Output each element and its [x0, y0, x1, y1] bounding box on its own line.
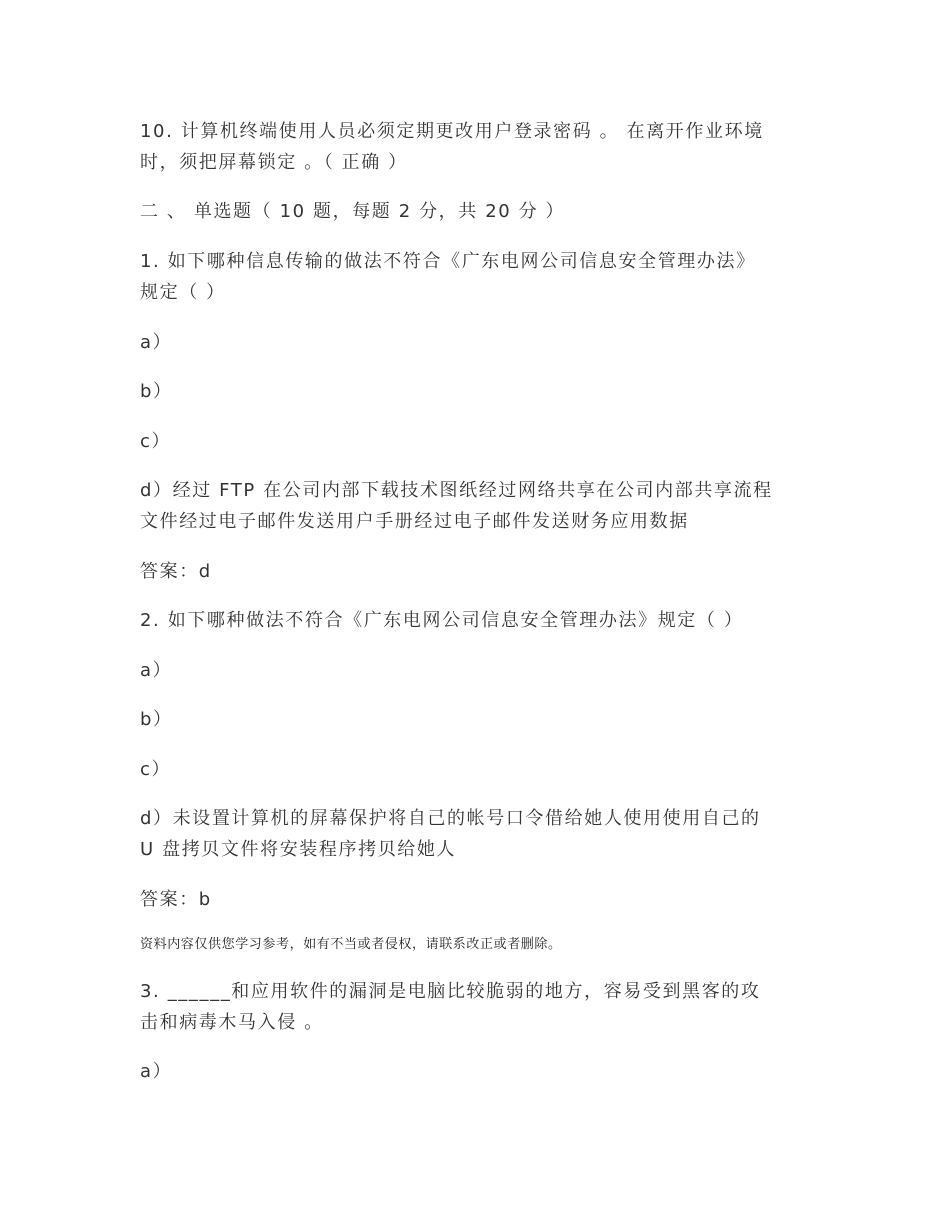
q3-option-a: a） — [140, 1061, 173, 1082]
q1-text-line-2: 规定（ ） — [140, 282, 226, 303]
q1-option-b: b） — [140, 381, 173, 402]
q2-answer: 答案：b — [140, 889, 212, 910]
q2-option-c: c） — [140, 759, 172, 780]
q10-text-line-1: 10. 计算机终端使用人员必须定期更改用户登录密码 。 在离开作业环境 — [140, 121, 764, 142]
section-heading: 二 、 单选题（ 10 题，每题 2 分，共 20 分 ） — [140, 201, 566, 222]
q10-text-line-2: 时，须把屏幕锁定 。（ 正确 ） — [140, 152, 408, 173]
q3-text-line-2: 击和病毒木马入侵 。 — [140, 1012, 324, 1033]
q2-option-b: b） — [140, 709, 173, 730]
q2-option-d-line-2: U 盘拷贝文件将安装程序拷贝给她人 — [140, 839, 457, 860]
q2-option-a: a） — [140, 660, 173, 681]
q1-option-a: a） — [140, 332, 173, 353]
q1-option-d-line-2: 文件经过电子邮件发送用户手册经过电子邮件发送财务应用数据 — [140, 511, 689, 532]
disclaimer-note: 资料内容仅供您学习参考，如有不当或者侵权，请联系改正或者删除。 — [140, 937, 562, 952]
q1-option-d-line-1: d）经过 FTP 在公司内部下载技术图纸经过网络共享在公司内部共享流程 — [140, 480, 773, 501]
q2-text: 2. 如下哪种做法不符合《广东电网公司信息安全管理办法》规定（ ） — [140, 610, 744, 631]
q2-option-d-line-1: d）未设置计算机的屏幕保护将自己的帐号口令借给她人使用使用自己的 — [140, 808, 761, 829]
q1-option-c: c） — [140, 431, 172, 452]
q1-answer: 答案：d — [140, 561, 212, 582]
q1-text-line-1: 1. 如下哪种信息传输的做法不符合《广东电网公司信息安全管理办法》 — [140, 251, 756, 272]
q3-text-line-1: 3. ______和应用软件的漏洞是电脑比较脆弱的地方，容易受到黑客的攻 — [140, 981, 761, 1002]
